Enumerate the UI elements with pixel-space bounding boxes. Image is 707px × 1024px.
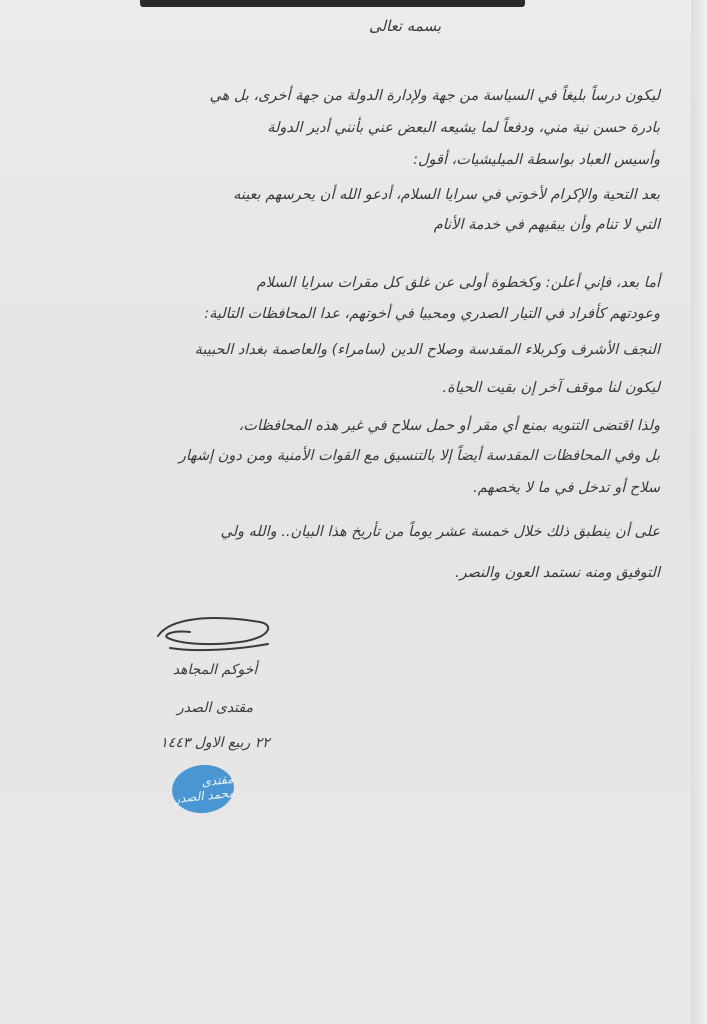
signature-date: ٢٢ ربيع الاول ١٤٤٣ bbox=[160, 735, 270, 751]
letter-heading: بسمه تعالى bbox=[368, 17, 442, 35]
body-line: سلاح أو تدخل في ما لا يخصهم. bbox=[473, 480, 660, 496]
body-line: التوفيق ومنه نستمد العون والنصر. bbox=[455, 565, 660, 581]
body-line: بعد التحية والإكرام لأخوتي في سرايا السلام، أدعو الله أن يحرسهم بعينه bbox=[233, 187, 660, 203]
blue-seal-stamp bbox=[170, 762, 237, 816]
body-line: أما بعد، فإني أعلن: وكخطوة أولى عن غلق كل مقرات سرايا السلام bbox=[256, 275, 660, 291]
paper-edge bbox=[691, 0, 707, 1024]
body-line: وعودتهم كأفراد في التيار الصدري ومحبيا في أخوتهم، عدا المحافظات التالية: bbox=[204, 306, 660, 322]
body-line: على أن ينطبق ذلك خلال خمسة عشر يوماً من تأريخ هذا البيان.. والله ولي bbox=[220, 524, 660, 540]
body-line: ولذا اقتضى التنويه بمنع أي مقر أو حمل سلاح في غير هذه المحافظات، bbox=[238, 418, 660, 434]
body-line: ليكون درساً بليغاً في السياسة من جهة ولإدارة الدولة من جهة أخرى، بل هي bbox=[209, 88, 660, 104]
signature-name: مقتدى الصدر bbox=[177, 700, 253, 716]
signature-scribble bbox=[150, 608, 280, 658]
body-line: بل وفي المحافظات المقدسة أيضاً إلا بالتنسيق مع القوات الأمنية ومن دون إشهار bbox=[178, 448, 660, 464]
body-line: بادرة حسن نية مني، ودفعاً لما يشيعه البعض عني بأنني أدير الدولة bbox=[267, 120, 660, 136]
body-line: ليكون لنا موقف آخر إن بقيت الحياة. bbox=[442, 380, 660, 396]
body-line: التي لا تنام وأن يبقيهم في خدمة الأنام bbox=[433, 217, 660, 233]
binder-edge bbox=[140, 0, 525, 7]
body-line: وأسيس العباد بواسطة الميليشيات، أقول: bbox=[413, 152, 660, 168]
stamp-text: مقتدى محمد الصدر bbox=[173, 771, 236, 807]
signature-closing: أخوكم المجاهد bbox=[172, 662, 258, 678]
body-line: النجف الأشرف وكربلاء المقدسة وصلاح الدين (سامراء) والعاصمة بغداد الحبيبة bbox=[194, 342, 660, 358]
